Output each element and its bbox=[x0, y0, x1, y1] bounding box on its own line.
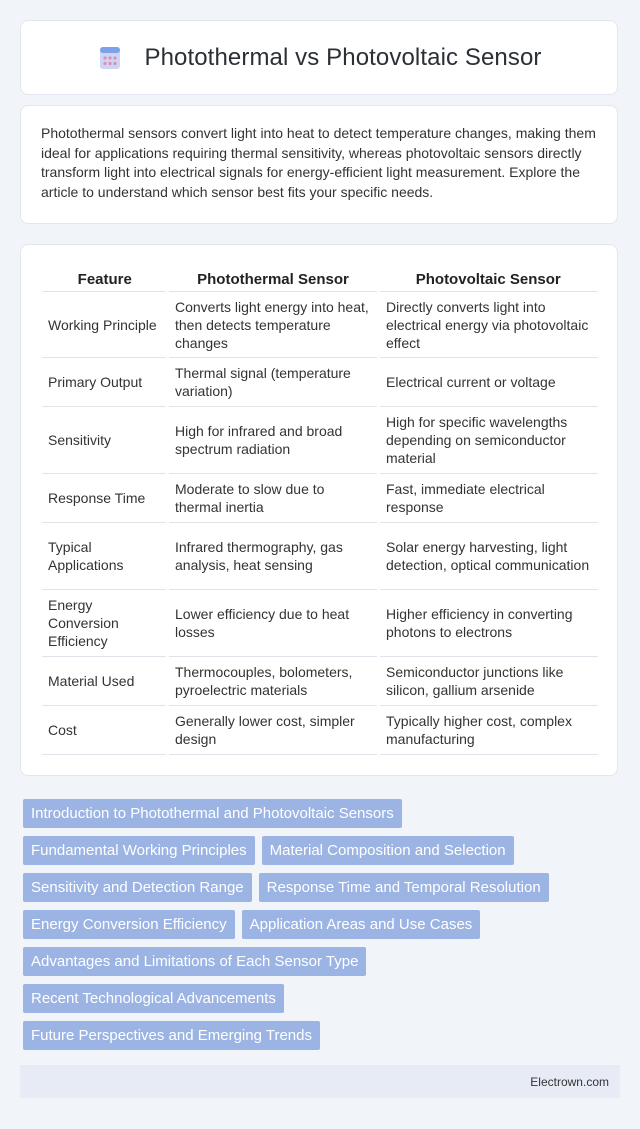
table-cell-photovoltaic: Solar energy harvesting, light detection, optical communication bbox=[379, 523, 599, 590]
table-cell-photothermal: Moderate to slow due to thermal inertia bbox=[168, 474, 379, 523]
table-cell-photothermal: Infrared thermography, gas analysis, heat sensing bbox=[168, 523, 379, 590]
table-cell-photothermal: Thermocouples, bolometers, pyroelectric materials bbox=[168, 657, 379, 706]
tag-link[interactable]: Energy Conversion Efficiency bbox=[23, 910, 235, 939]
table-cell-feature: Energy Conversion Efficiency bbox=[42, 590, 168, 657]
tag-link[interactable]: Advantages and Limitations of Each Sensor Type bbox=[23, 947, 366, 976]
header-feature: Feature bbox=[77, 270, 132, 288]
tag-link[interactable]: Fundamental Working Principles bbox=[23, 836, 255, 865]
page-title: Photothermal vs Photovoltaic Sensor bbox=[144, 43, 542, 71]
footer-site-link[interactable]: Electrown.com bbox=[530, 1074, 609, 1089]
table-cell-photothermal: Generally lower cost, simpler design bbox=[168, 706, 379, 755]
table-row bbox=[42, 706, 598, 755]
tag-link[interactable]: Recent Technological Advancements bbox=[23, 984, 284, 1013]
tag-link[interactable]: Future Perspectives and Emerging Trends bbox=[23, 1021, 320, 1050]
intro-card bbox=[20, 105, 618, 224]
table-row bbox=[42, 590, 598, 657]
table-cell-photothermal: Lower efficiency due to heat losses bbox=[168, 590, 379, 657]
topic-tags bbox=[23, 799, 623, 1058]
table-cell-photovoltaic: Higher efficiency in converting photons to electrons bbox=[379, 590, 599, 657]
comparison-table bbox=[42, 265, 598, 755]
header-card bbox=[20, 20, 618, 95]
table-header-row bbox=[42, 265, 598, 292]
table-cell-photovoltaic: Electrical current or voltage bbox=[379, 358, 599, 407]
table-cell-photothermal: Thermal signal (temperature variation) bbox=[168, 358, 379, 407]
table-cell-feature: Cost bbox=[42, 706, 168, 755]
table-row bbox=[42, 657, 598, 706]
table-cell-feature: Primary Output bbox=[42, 358, 168, 407]
table-row bbox=[42, 407, 598, 474]
intro-text: Photothermal sensors convert light into heat to detect temperature changes, making them ideal for applications requiring thermal sensitivity, whereas photovoltaic sensors directly transform light into electrical signals for energy-efficient light measurement. Explore the article to understand which sensor best fits your specific needs. bbox=[41, 125, 596, 200]
tag-link[interactable]: Response Time and Temporal Resolution bbox=[259, 873, 549, 902]
table-cell-feature: Response Time bbox=[42, 474, 168, 523]
table-cell-photovoltaic: Fast, immediate electrical response bbox=[379, 474, 599, 523]
table-cell-photothermal: High for infrared and broad spectrum radiation bbox=[168, 407, 379, 474]
table-cell-feature: Typical Applications bbox=[42, 523, 168, 590]
table-cell-photovoltaic: Semiconductor junctions like silicon, gallium arsenide bbox=[379, 657, 599, 706]
table-cell-feature: Material Used bbox=[42, 657, 168, 706]
footer bbox=[20, 1065, 620, 1098]
table-cell-feature: Working Principle bbox=[42, 292, 168, 358]
table-cell-photovoltaic: High for specific wavelengths depending on semiconductor material bbox=[379, 407, 599, 474]
table-row bbox=[42, 474, 598, 523]
building-grid-icon bbox=[96, 44, 124, 72]
table-cell-feature: Sensitivity bbox=[42, 407, 168, 474]
table-cell-photovoltaic: Typically higher cost, complex manufacturing bbox=[379, 706, 599, 755]
table-row bbox=[42, 523, 598, 590]
header-photothermal: Photothermal Sensor bbox=[197, 270, 349, 288]
tag-link[interactable]: Material Composition and Selection bbox=[262, 836, 514, 865]
table-row bbox=[42, 292, 598, 358]
table-row bbox=[42, 358, 598, 407]
tag-link[interactable]: Sensitivity and Detection Range bbox=[23, 873, 252, 902]
comparison-table-card bbox=[20, 244, 618, 776]
header-photovoltaic: Photovoltaic Sensor bbox=[415, 270, 561, 288]
tag-link[interactable]: Application Areas and Use Cases bbox=[242, 910, 481, 939]
table-cell-photothermal: Converts light energy into heat, then detects temperature changes bbox=[168, 292, 379, 358]
tag-link[interactable]: Introduction to Photothermal and Photovoltaic Sensors bbox=[23, 799, 402, 828]
table-cell-photovoltaic: Directly converts light into electrical energy via photovoltaic effect bbox=[379, 292, 599, 358]
